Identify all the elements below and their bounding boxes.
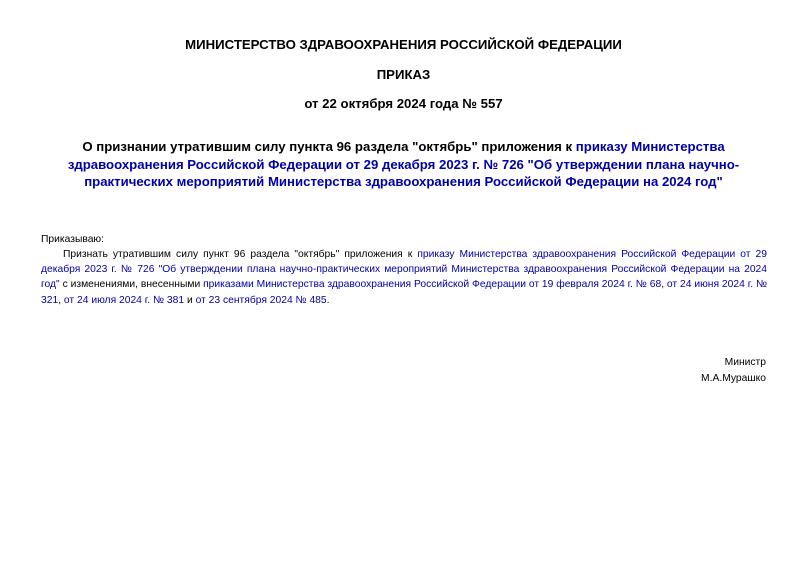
- document-type-heading: ПРИКАЗ: [376, 67, 431, 82]
- document-title: [40, 138, 767, 191]
- order-intro: Приказываю:: [41, 234, 105, 245]
- link-order-381[interactable]: от 24 июля 2024 г. № 381: [63, 294, 185, 306]
- title-link-order-726[interactable]: приказу Министерства здравоохранения Российской Федерации от 29 декабря 2023 г. № 726 "Об утверждении плана научно-практических мероприятий Министерства здравоохранения Российской Федерации на 2024 год": [67, 139, 740, 189]
- document-date-number: от 22 октября 2024 года № 557: [304, 96, 503, 111]
- para-text-3: ,: [661, 279, 667, 291]
- link-order-726[interactable]: приказу Министерства здравоохранения Российской Федерации от 29 декабря 2023 г. № 726 "Об утверждении плана научно-практических мероприятий Министерства здравоохранения Российской Федерации на 2024 год": [41, 249, 767, 291]
- title-prefix: О признании утратившим силу пункта 96 раздела "октябрь" приложения к: [82, 139, 576, 154]
- para-text-1: Признать утратившим силу пункт 96 раздела "октябрь" приложения к: [63, 249, 418, 260]
- signature-name: М.А.Мурашко: [701, 373, 766, 384]
- link-order-68[interactable]: приказами Министерства здравоохранения Российской Федерации от 19 февраля 2024 г. № 68: [203, 279, 662, 291]
- link-order-321[interactable]: от 24 июня 2024 г. № 321: [41, 279, 767, 306]
- signature-position: Министр: [724, 357, 766, 368]
- para-text-4: ,: [58, 294, 64, 306]
- para-text-6: .: [326, 294, 330, 306]
- link-order-485[interactable]: от 23 сентября 2024 № 485: [195, 294, 327, 306]
- order-paragraph: [41, 247, 767, 308]
- ministry-heading: МИНИСТЕРСТВО ЗДРАВООХРАНЕНИЯ РОССИЙСКОЙ ФЕДЕРАЦИИ: [185, 37, 622, 52]
- para-text-5: и: [184, 294, 196, 306]
- para-text-2: с изменениями, внесенными: [59, 279, 204, 291]
